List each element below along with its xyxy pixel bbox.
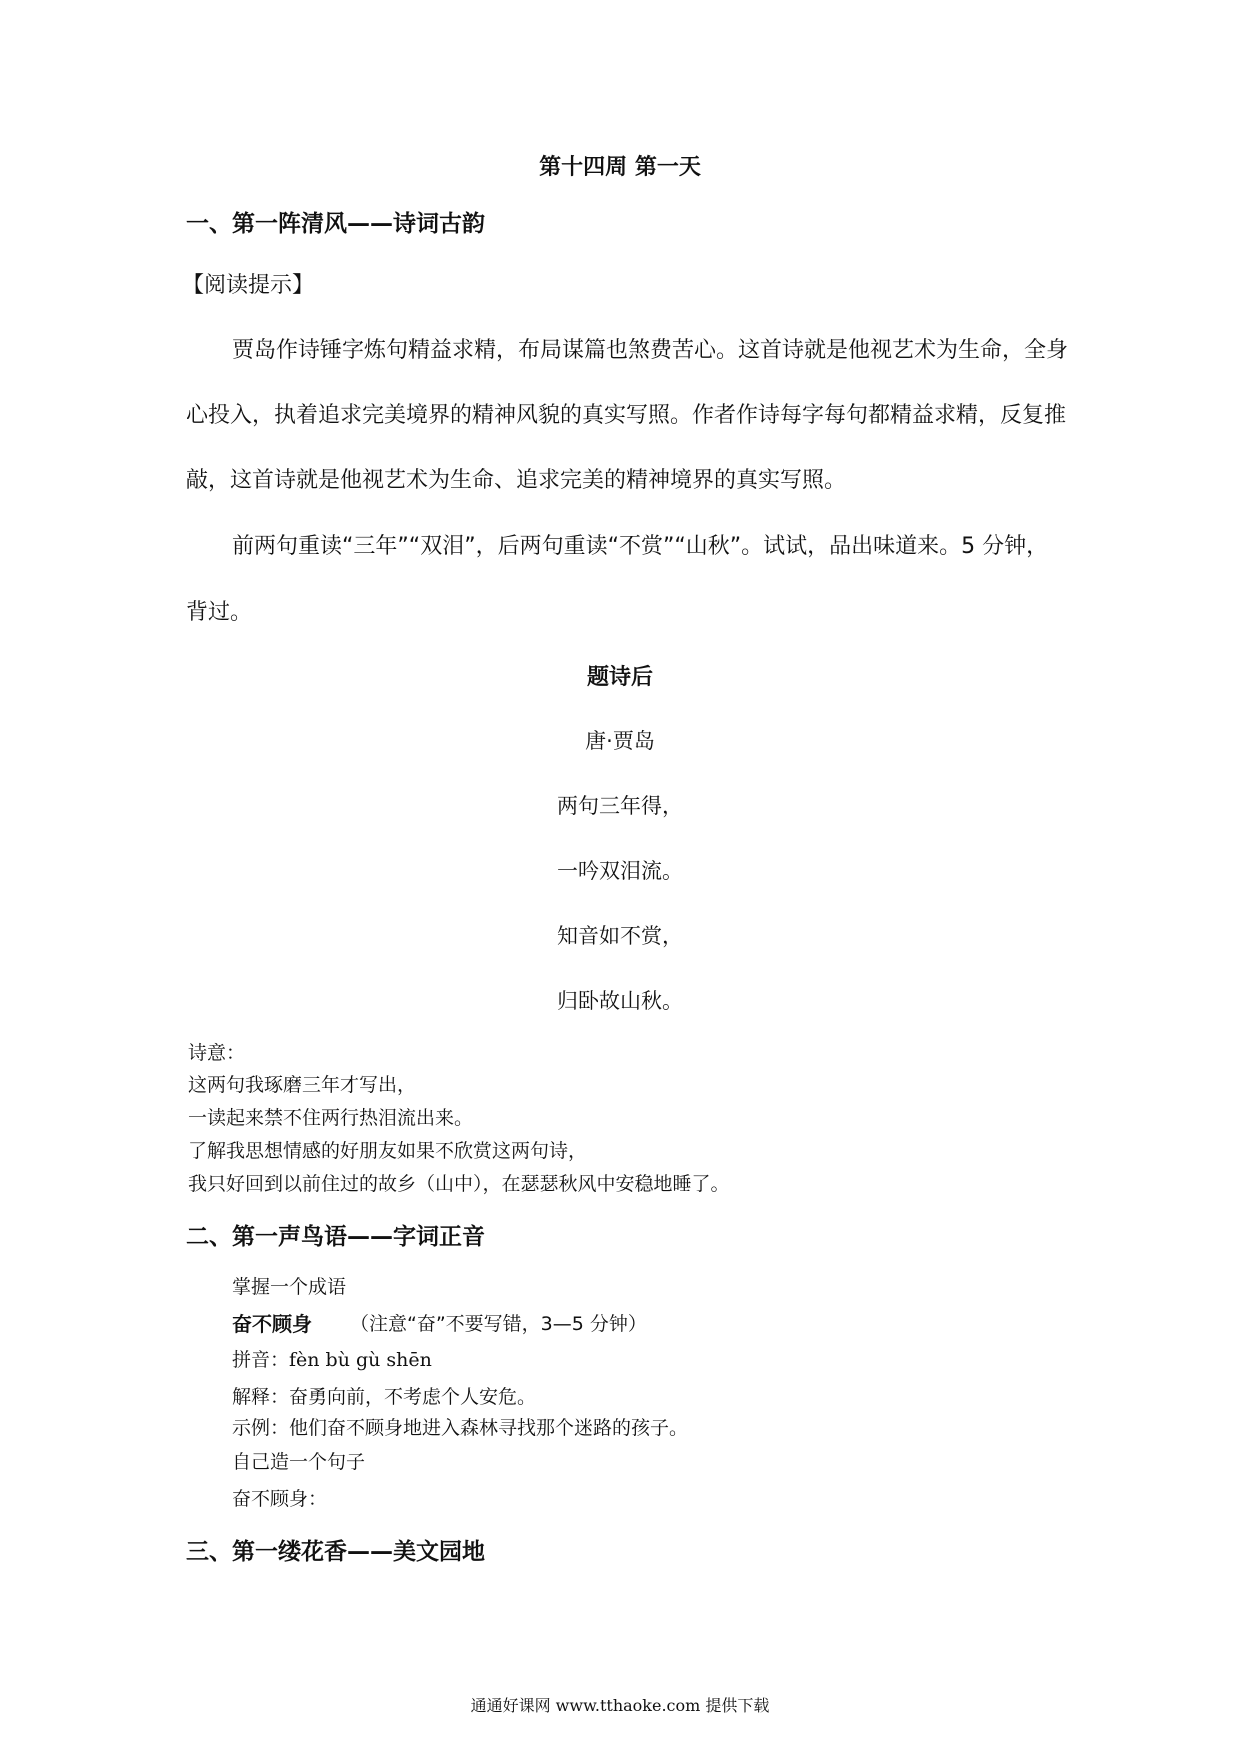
paragraph-line: 贾岛作诗锤字炼句精益求精，布局谋篇也煞费苦心。这首诗就是他视艺术为生命，全身 (232, 338, 1069, 363)
poem-line: 归卧故山秋。 (557, 989, 683, 1013)
idiom-intro: 掌握一个成语 (232, 1276, 347, 1298)
paragraph-line: 心投入，执着追求完美境界的精神风貌的真实写照。作者作诗每字每句都精益求精，反复推 (186, 403, 1067, 428)
make-sentence-prompt: 自己造一个句子 (232, 1451, 366, 1473)
idiom-note: （注意“奋”不要写错，3—5 分钟） (350, 1313, 647, 1335)
paragraph-line: 背过。 (186, 600, 253, 625)
poem-title: 题诗后 (586, 665, 653, 690)
idiom-example: 示例：他们奋不顾身地进入森林寻找那个迷路的孩子。 (232, 1417, 689, 1439)
poem-line: 一吟双泪流。 (557, 859, 683, 883)
section-3-heading: 三、第一缕花香——美文园地 (186, 1539, 485, 1565)
paragraph-line: 前两句重读“三年”“双泪”，后两句重读“不赏”“山秋”。试试，品出味道来。5 分钟， (232, 534, 1049, 559)
meaning-line: 这两句我琢磨三年才写出， (188, 1074, 417, 1096)
page-footer: 通通好课网 www.tthaoke.com 提供下载 (470, 1696, 770, 1715)
paragraph-line: 敲，这首诗就是他视艺术为生命、追求完美的精神境界的真实写照。 (186, 468, 847, 493)
idiom-pinyin: 拼音：fèn bù gù shēn (232, 1349, 432, 1371)
idiom-term: 奋不顾身 (232, 1312, 312, 1336)
poem-author: 唐·贾岛 (585, 729, 655, 753)
poem-line: 两句三年得， (557, 794, 683, 818)
meaning-line: 我只好回到以前住过的故乡（山中），在瑟瑟秋风中安稳地睡了。 (188, 1173, 730, 1195)
meaning-line: 了解我思想情感的好朋友如果不欣赏这两句诗， (188, 1140, 588, 1162)
section-2-heading: 二、第一声鸟语——字词正音 (186, 1224, 485, 1250)
meaning-label: 诗意： (188, 1042, 246, 1064)
poem-line: 知音如不赏， (557, 924, 683, 948)
idiom-explanation: 解释：奋勇向前，不考虑个人安危。 (232, 1386, 537, 1408)
page-title: 第十四周 第一天 (539, 155, 701, 180)
meaning-line: 一读起来禁不住两行热泪流出来。 (188, 1107, 474, 1129)
sentence-blank-label: 奋不顾身： (232, 1488, 328, 1510)
reading-tip-label: 【阅读提示】 (182, 273, 315, 298)
section-1-heading: 一、第一阵清风——诗词古韵 (186, 211, 485, 237)
